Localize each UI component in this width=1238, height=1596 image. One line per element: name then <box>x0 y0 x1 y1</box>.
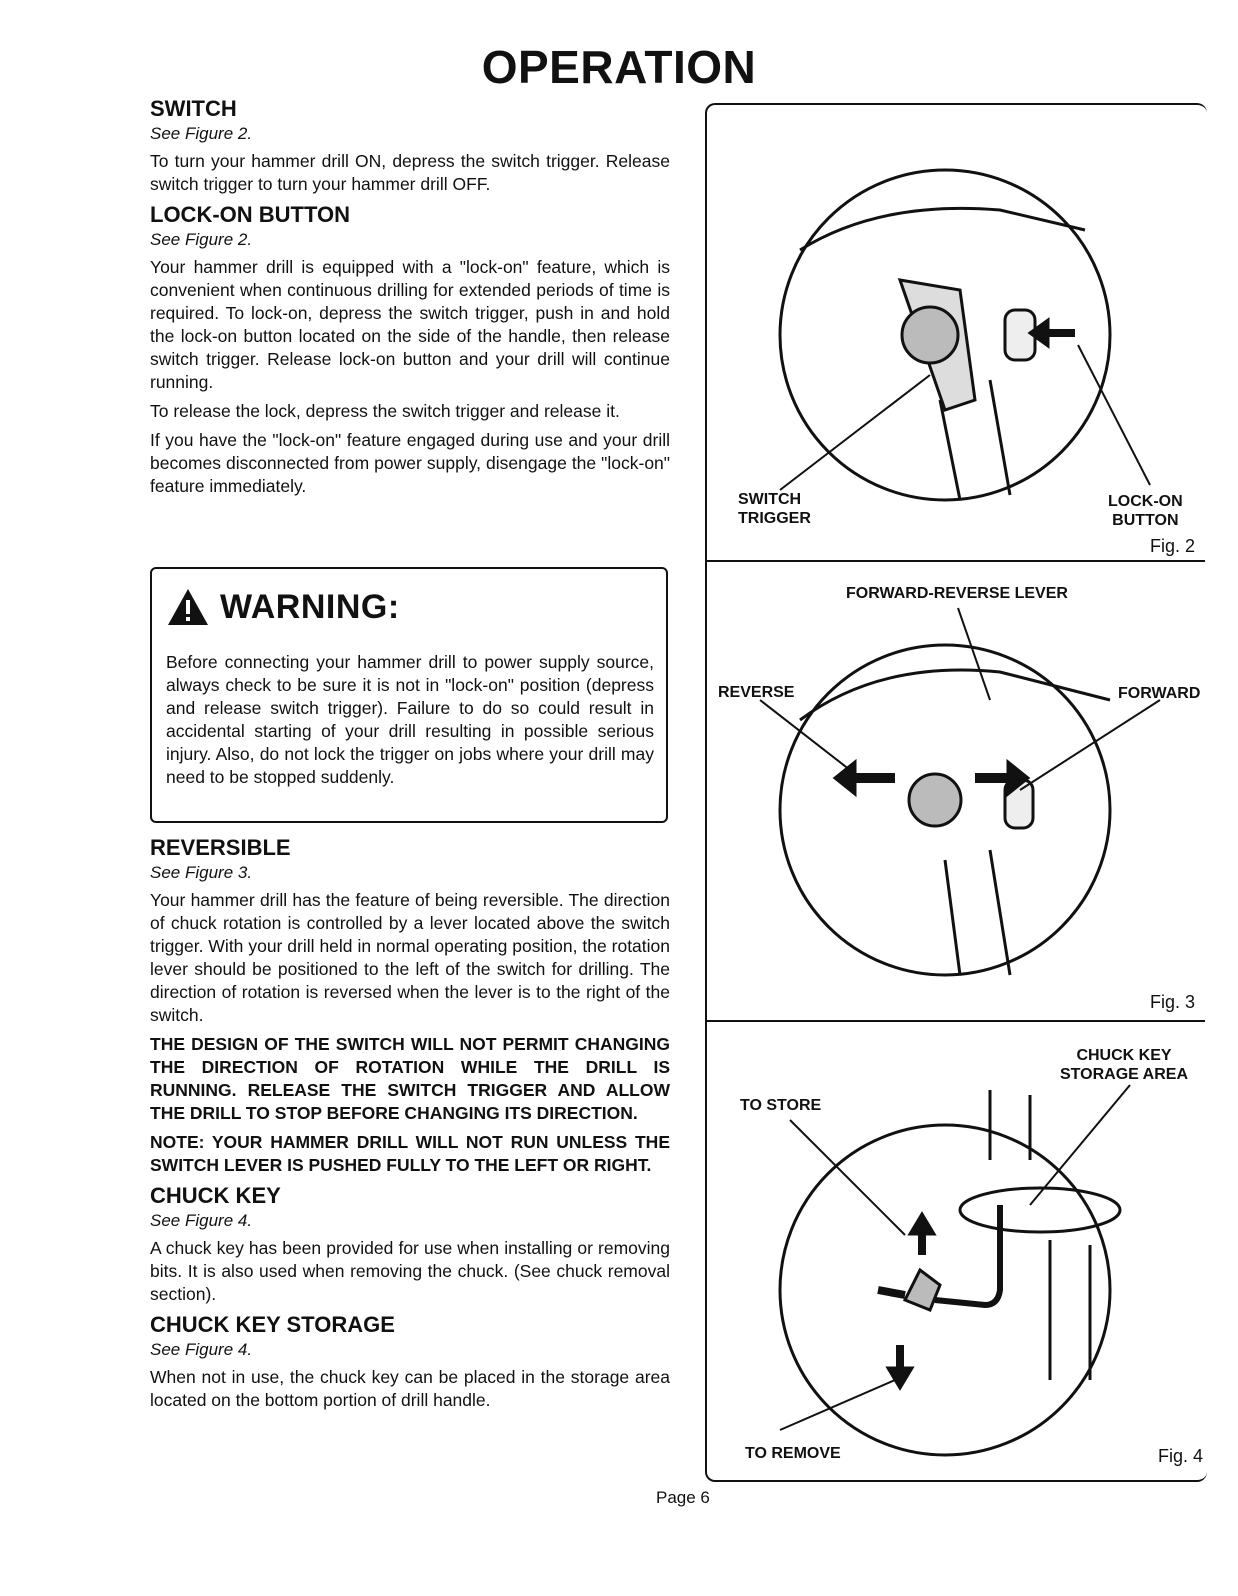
fig2-switch-trigger-label: SWITCH TRIGGER <box>738 491 811 527</box>
reversible-heading: REVERSIBLE <box>150 835 291 860</box>
switch-see-figure: See Figure 2. <box>150 124 253 143</box>
lockon-see-figure: See Figure 2. <box>150 230 253 249</box>
chuckkey-text: A chuck key has been provided for use when installing or removing bits. It is also used when removing the chuck. (See chuck removal section). <box>150 1238 670 1304</box>
fig4-chuck-key-storage-label: CHUCK KEY STORAGE AREA <box>1060 1047 1189 1083</box>
lockon-paragraph-2: To release the lock, depress the switch trigger and release it. <box>150 401 620 421</box>
fig4-illustration <box>780 1085 1130 1455</box>
chuckkey-see-figure: See Figure 4. <box>150 1211 253 1230</box>
reversible-caps-warning: THE DESIGN OF THE SWITCH WILL NOT PERMIT CHANGING THE DIRECTION OF ROTATION WHILE THE DRILL IS RUNNING. RELEASE THE SWITCH TRIGGER AND ALLOW THE DRILL TO STOP BEFORE CHANGING ITS DIRECTION. <box>150 1034 670 1123</box>
lockon-paragraph-3: If you have the "lock-on" feature engaged during use and your drill becomes disconnected from power supply, disengage the "lock-on" feature immediately. <box>150 430 670 496</box>
fig2-illustration <box>780 170 1150 500</box>
warning-title: WARNING: <box>220 587 400 626</box>
fig4-to-remove-label: TO REMOVE <box>745 1445 841 1462</box>
reversible-see-figure: See Figure 3. <box>150 863 253 882</box>
reversible-caps-note: NOTE: YOUR HAMMER DRILL WILL NOT RUN UNLESS THE SWITCH LEVER IS PUSHED FULLY TO THE LEFT OR RIGHT. <box>150 1132 670 1175</box>
storage-text: When not in use, the chuck key can be placed in the storage area located on the bottom portion of drill handle. <box>150 1367 670 1410</box>
page-title: OPERATION <box>481 41 757 93</box>
fig4-caption: Fig. 4 <box>1158 1446 1204 1466</box>
fig4-to-store-label: TO STORE <box>740 1097 822 1114</box>
lockon-paragraph-1: Your hammer drill is equipped with a "lock-on" feature, which is convenient when continuous drilling for extended periods of time is required. To lock-on, depress the switch trigger, push in and hold the lock-on button located on the side of the handle, then release switch trigger. Release lock-on button and your drill will continue running. <box>150 257 670 392</box>
reversible-paragraph: Your hammer drill has the feature of being reversible. The direction of chuck rotation is controlled by a lever located above the switch trigger. With your drill held in normal operating position, the rotation lever should be positioned to the left of the switch for drilling. The direction of rotation is reversed when the lever is to the right of the switch. <box>150 890 670 1025</box>
fig2-lockon-button-label: LOCK-ON BUTTON <box>1108 493 1183 529</box>
chuckkey-heading: CHUCK KEY <box>150 1183 281 1208</box>
page-number: Page 6 <box>656 1488 710 1507</box>
storage-heading: CHUCK KEY STORAGE <box>150 1312 395 1337</box>
fig3-illustration <box>760 608 1160 975</box>
fig3-caption: Fig. 3 <box>1150 992 1196 1012</box>
warning-text: Before connecting your hammer drill to power supply source, always check to be sure it is not in "lock-on" position (depress and release switch trigger). Failure to do so could result in accidental starting of your drill resulting in possible serious injury. Also, do not lock the trigger on jobs where your drill may need to be stopped suddenly. <box>166 652 654 787</box>
switch-heading: SWITCH <box>150 96 237 121</box>
switch-text: To turn your hammer drill ON, depress the switch trigger. Release switch trigger to turn your hammer drill OFF. <box>150 151 670 194</box>
fig2-caption: Fig. 2 <box>1150 536 1196 556</box>
fig3-reverse-label: REVERSE <box>718 684 795 701</box>
lockon-heading: LOCK-ON BUTTON <box>150 202 351 227</box>
fig3-lever-label: FORWARD-REVERSE LEVER <box>846 585 1068 602</box>
storage-see-figure: See Figure 4. <box>150 1340 253 1359</box>
fig3-forward-label: FORWARD <box>1118 685 1201 702</box>
